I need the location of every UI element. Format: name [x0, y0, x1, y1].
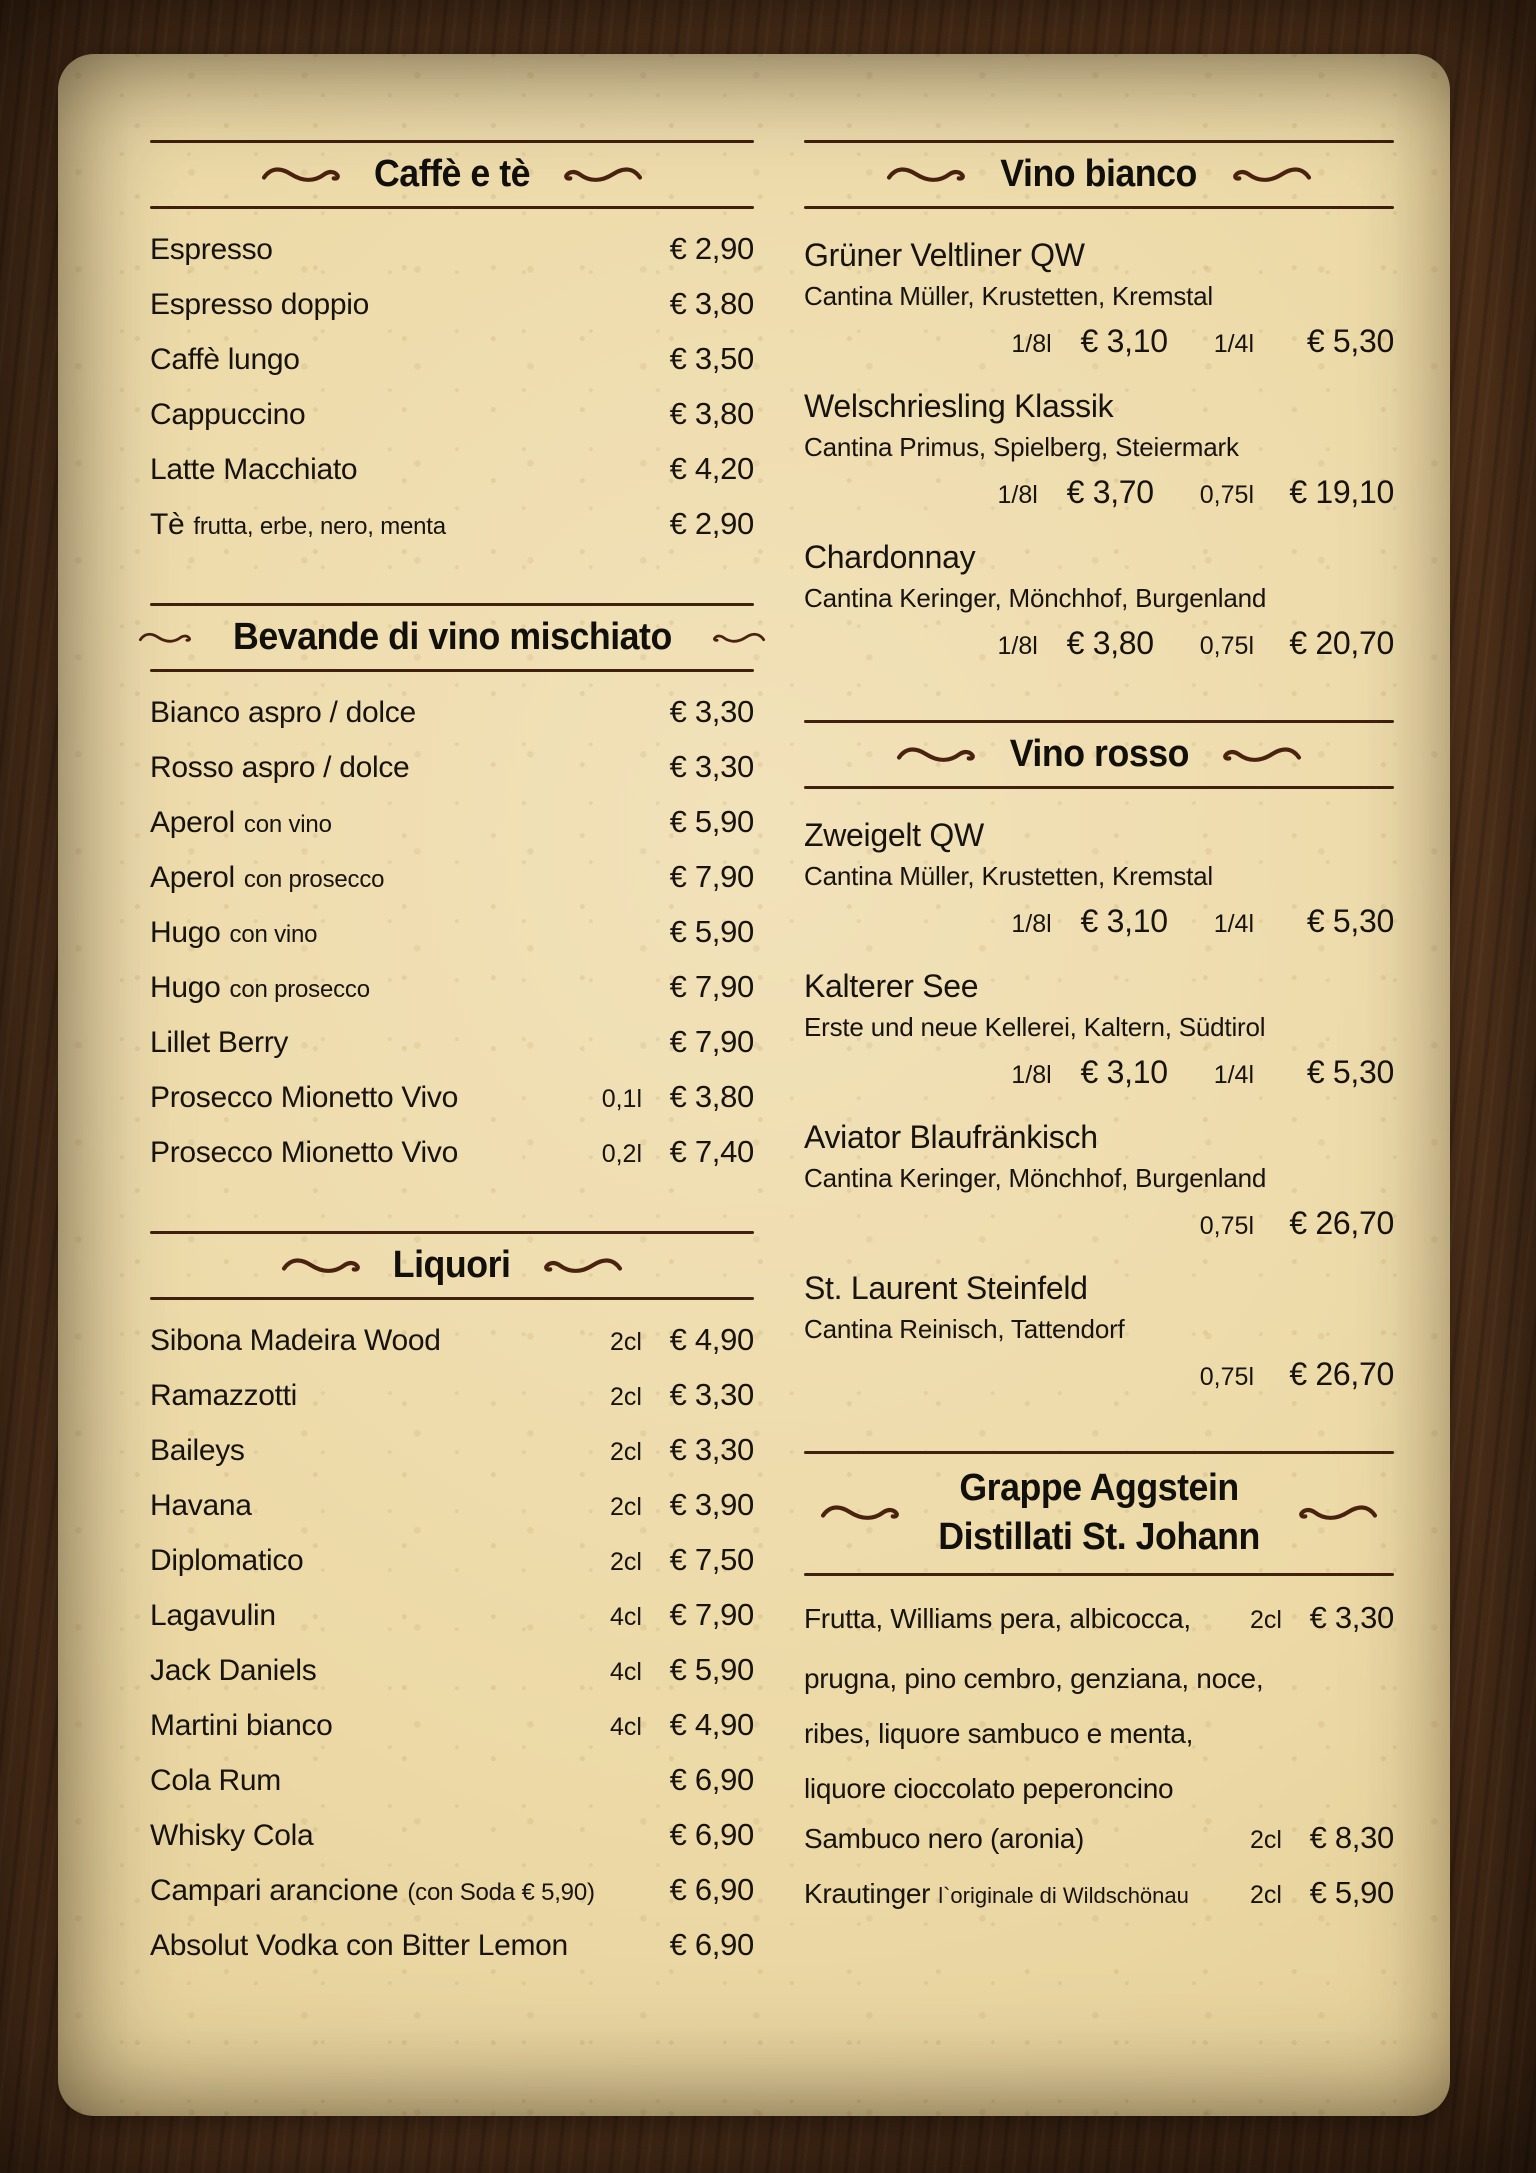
menu-item [150, 804, 754, 859]
wine-name: St. Laurent Steinfeld [804, 1270, 1088, 1306]
item-detail: con prosecco [229, 976, 370, 1003]
divider [804, 786, 1394, 789]
wine-size: 0,75l [1199, 1212, 1254, 1240]
wine-size: 1/4l [1213, 910, 1254, 938]
item-list [150, 231, 754, 561]
item-size: 2cl [610, 1438, 642, 1466]
item-size: 4cl [610, 1713, 642, 1741]
item-name: Sibona Madeira Wood [150, 1324, 441, 1357]
divider [150, 669, 754, 672]
item-size: 2cl [1250, 1880, 1282, 1909]
item-name: Hugo [150, 971, 221, 1004]
wine-cantina: Erste und neue Kellerei, Kaltern, Südtirol [804, 1012, 1266, 1042]
wine-cantina: Cantina Keringer, Mönchhof, Burgenland [804, 1163, 1267, 1193]
wine-name: Kalterer See [804, 968, 979, 1004]
item-name: Caffè lungo [150, 343, 300, 376]
item-size: 2cl [610, 1493, 642, 1521]
item-price: € 5,90 [669, 1652, 754, 1687]
item-price: € 5,90 [669, 914, 754, 949]
wine-name: Welschriesling Klassik [804, 388, 1114, 424]
menu-item [150, 969, 754, 1024]
menu-item [150, 694, 754, 749]
menu-item [150, 1322, 754, 1377]
section-title: Vino rosso [1009, 733, 1189, 775]
section-title: Caffè e tè [373, 153, 531, 195]
wine-cantina: Cantina Müller, Krustetten, Kremstal [804, 281, 1213, 311]
menu-item [150, 1872, 754, 1927]
wine-size: 1/8l [1011, 330, 1052, 358]
section-header [150, 143, 754, 206]
item-price: € 4,90 [669, 1322, 754, 1357]
wine-entry [804, 1266, 1394, 1403]
item-name: Frutta, Williams pera, albicocca, [804, 1602, 1191, 1634]
item-size: 2cl [1250, 1605, 1282, 1634]
section-title-line2: Distillati St. Johann [938, 1516, 1260, 1559]
item-name: Rosso aspro / dolce [150, 751, 410, 784]
wine-price: € 26,70 [1289, 1205, 1394, 1241]
item-name: Espresso doppio [150, 288, 369, 321]
menu-item [150, 341, 754, 396]
item-name: Aperol [150, 861, 235, 894]
wine-size: 1/8l [1011, 1061, 1052, 1089]
menu-item [150, 1597, 754, 1652]
menu-columns [58, 54, 1450, 1982]
item-size: 2cl [610, 1548, 642, 1576]
left-column [150, 140, 754, 1982]
item-name: Lillet Berry [150, 1026, 289, 1059]
menu-item [150, 1377, 754, 1432]
divider [150, 1297, 754, 1300]
swash-icon [894, 742, 978, 768]
grappa-list [804, 1600, 1394, 1930]
item-name: Jack Daniels [150, 1654, 317, 1687]
swash-icon [541, 1253, 625, 1279]
menu-item [150, 1707, 754, 1762]
item-name: Absolut Vodka con Bitter Lemon [150, 1929, 568, 1962]
item-name: Cola Rum [150, 1764, 281, 1797]
item-list [150, 1322, 754, 1982]
item-name: Sambuco nero (aronia) [804, 1822, 1085, 1854]
item-size: 2cl [1250, 1825, 1282, 1854]
wine-price: € 3,10 [1080, 323, 1168, 359]
item-detail: l`originale di Wildschönau [938, 1882, 1189, 1908]
menu-item [804, 1600, 1394, 1655]
menu-item [150, 1817, 754, 1872]
item-name: Lagavulin [150, 1599, 276, 1632]
item-name: Whisky Cola [150, 1819, 314, 1852]
wine-prices [804, 1348, 1394, 1403]
wine-prices [804, 895, 1394, 950]
wine-size: 1/4l [1213, 330, 1254, 358]
swash-icon [711, 625, 767, 651]
item-name: Prosecco Mionetto Vivo [150, 1136, 459, 1169]
wine-cantina: Cantina Keringer, Mönchhof, Burgenland [804, 583, 1267, 613]
swash-icon [137, 625, 193, 651]
wine-size: 0,75l [1199, 1363, 1254, 1391]
item-price: € 7,90 [669, 1024, 754, 1059]
item-price: € 5,90 [669, 804, 754, 839]
item-name: Bianco aspro / dolce [150, 696, 416, 729]
swash-icon [818, 1500, 902, 1526]
section-header [804, 723, 1394, 786]
wine-entry [804, 813, 1394, 950]
wine-price: € 3,80 [1066, 625, 1154, 661]
menu-item [150, 749, 754, 804]
item-price: € 2,90 [669, 506, 754, 541]
section-vino-rosso [804, 720, 1394, 1403]
menu-paper [58, 54, 1450, 2116]
item-name-continuation: liquore cioccolato peperoncino [804, 1772, 1174, 1804]
swash-icon [279, 1253, 363, 1279]
wine-price: € 3,70 [1066, 474, 1154, 510]
item-name: Tè [150, 508, 185, 541]
wine-entry [804, 964, 1394, 1101]
divider [804, 206, 1394, 209]
wine-name: Chardonnay [804, 539, 976, 575]
wine-name: Zweigelt QW [804, 817, 984, 853]
item-price: € 3,80 [669, 1079, 754, 1114]
item-name: Havana [150, 1489, 252, 1522]
item-price: € 3,80 [669, 396, 754, 431]
item-price: € 3,80 [669, 286, 754, 321]
swash-icon [1296, 1500, 1380, 1526]
item-name: Campari arancione [150, 1874, 399, 1907]
item-price: € 7,90 [669, 859, 754, 894]
wine-name: Aviator Blaufränkisch [804, 1119, 1098, 1155]
menu-item [150, 1024, 754, 1079]
menu-item [150, 1134, 754, 1189]
menu-item [150, 231, 754, 286]
wine-price: € 3,10 [1080, 1054, 1168, 1090]
item-size: 2cl [610, 1383, 642, 1411]
item-name-continuation: prugna, pino cembro, genziana, noce, [804, 1662, 1264, 1694]
menu-item [804, 1875, 1394, 1930]
wine-size: 1/4l [1213, 1061, 1254, 1089]
section-header [150, 606, 754, 669]
section-header [804, 143, 1394, 206]
item-price: € 7,40 [669, 1134, 754, 1169]
wine-prices [804, 315, 1394, 370]
item-detail: con vino [243, 811, 332, 838]
item-price: € 6,90 [669, 1817, 754, 1852]
wine-size: 1/8l [1011, 910, 1052, 938]
item-name: Ramazzotti [150, 1379, 298, 1412]
item-price: € 3,30 [669, 1377, 754, 1412]
item-price: € 6,90 [669, 1927, 754, 1962]
swash-icon [884, 162, 968, 188]
item-name: Martini bianco [150, 1709, 333, 1742]
wine-size: 0,75l [1199, 632, 1254, 660]
item-price: € 3,50 [669, 341, 754, 376]
section-title: Liquori [393, 1244, 511, 1286]
section-title-line1: Grappe Aggstein [959, 1467, 1239, 1509]
menu-item [150, 1079, 754, 1134]
swash-icon [259, 162, 343, 188]
divider [150, 206, 754, 209]
item-name: Aperol [150, 806, 235, 839]
item-price: € 2,90 [669, 231, 754, 266]
item-price: € 3,30 [669, 694, 754, 729]
item-price: € 4,20 [669, 451, 754, 486]
section-caffe-e-te [150, 140, 754, 561]
menu-item [150, 914, 754, 969]
menu-item [150, 396, 754, 451]
menu-item [150, 1487, 754, 1542]
menu-item [150, 1542, 754, 1597]
section-bevande-di-vino-mischiato [150, 603, 754, 1189]
item-price: € 3,30 [669, 1432, 754, 1467]
swash-icon [561, 162, 645, 188]
wine-entry [804, 535, 1394, 672]
item-size: 4cl [610, 1658, 642, 1686]
menu-item [150, 859, 754, 914]
item-price: € 4,90 [669, 1707, 754, 1742]
item-name-continuation: ribes, liquore sambuco e menta, [804, 1717, 1194, 1749]
section-vino-bianco [804, 140, 1394, 672]
item-name: Latte Macchiato [150, 453, 358, 486]
item-price: € 7,90 [669, 969, 754, 1004]
wine-cantina: Cantina Reinisch, Tattendorf [804, 1314, 1125, 1344]
menu-item [150, 451, 754, 506]
section-title [938, 1464, 1260, 1563]
item-list [150, 694, 754, 1189]
wine-cantina: Cantina Primus, Spielberg, Steiermark [804, 432, 1239, 462]
section-grappe-aggstein [804, 1451, 1394, 1930]
menu-item [150, 1927, 754, 1982]
wine-price: € 5,30 [1306, 323, 1394, 359]
wine-price: € 20,70 [1289, 625, 1394, 661]
menu-item [150, 1432, 754, 1487]
menu-item [150, 1652, 754, 1707]
wine-entry [804, 384, 1394, 521]
menu-item [804, 1820, 1394, 1875]
item-name: Cappuccino [150, 398, 306, 431]
menu-item [150, 506, 754, 561]
item-price: € 3,30 [669, 749, 754, 784]
item-price: € 3,90 [669, 1487, 754, 1522]
item-detail: frutta, erbe, nero, menta [193, 513, 446, 540]
item-name: Krautinger [804, 1877, 931, 1909]
item-name: Prosecco Mionetto Vivo [150, 1081, 459, 1114]
wine-entry [804, 233, 1394, 370]
item-name: Diplomatico [150, 1544, 304, 1577]
wine-price: € 5,30 [1306, 1054, 1394, 1090]
swash-icon [1230, 162, 1314, 188]
section-title: Bevande di vino mischiato [232, 616, 672, 658]
wine-size: 1/8l [997, 481, 1038, 509]
menu-item [150, 286, 754, 341]
item-price: € 7,50 [669, 1542, 754, 1577]
item-price: € 7,90 [669, 1597, 754, 1632]
swash-icon [1220, 742, 1304, 768]
item-price: € 5,90 [1309, 1874, 1394, 1910]
item-price: € 3,30 [1309, 1599, 1394, 1635]
wine-name: Grüner Veltliner QW [804, 237, 1085, 273]
wine-prices [804, 466, 1394, 521]
section-header [804, 1454, 1394, 1573]
wine-price: € 26,70 [1289, 1356, 1394, 1392]
section-title: Vino bianco [1000, 153, 1198, 195]
wine-prices [804, 1046, 1394, 1101]
menu-item [150, 1762, 754, 1817]
section-header [150, 1234, 754, 1297]
wine-size: 0,75l [1199, 481, 1254, 509]
item-size: 4cl [610, 1603, 642, 1631]
wine-prices [804, 1197, 1394, 1252]
wine-size: 1/8l [997, 632, 1038, 660]
item-name: Espresso [150, 233, 273, 266]
item-detail: con prosecco [243, 866, 385, 893]
item-detail: con vino [229, 921, 318, 948]
item-size: 0,1l [601, 1085, 642, 1113]
item-detail: (con Soda € 5,90) [407, 1879, 595, 1906]
item-name: Baileys [150, 1434, 245, 1467]
wine-price: € 5,30 [1306, 903, 1394, 939]
item-name: Hugo [150, 916, 221, 949]
wine-cantina: Cantina Müller, Krustetten, Kremstal [804, 861, 1213, 891]
wine-price: € 19,10 [1289, 474, 1394, 510]
item-size: 0,2l [601, 1140, 642, 1168]
item-price: € 8,30 [1309, 1819, 1394, 1855]
wine-entry [804, 1115, 1394, 1252]
wine-price: € 3,10 [1080, 903, 1168, 939]
section-liquori [150, 1231, 754, 1982]
item-price: € 6,90 [669, 1762, 754, 1797]
right-column [804, 140, 1394, 1982]
wine-prices [804, 617, 1394, 672]
divider [804, 1573, 1394, 1576]
item-size: 2cl [610, 1328, 642, 1356]
item-price: € 6,90 [669, 1872, 754, 1907]
